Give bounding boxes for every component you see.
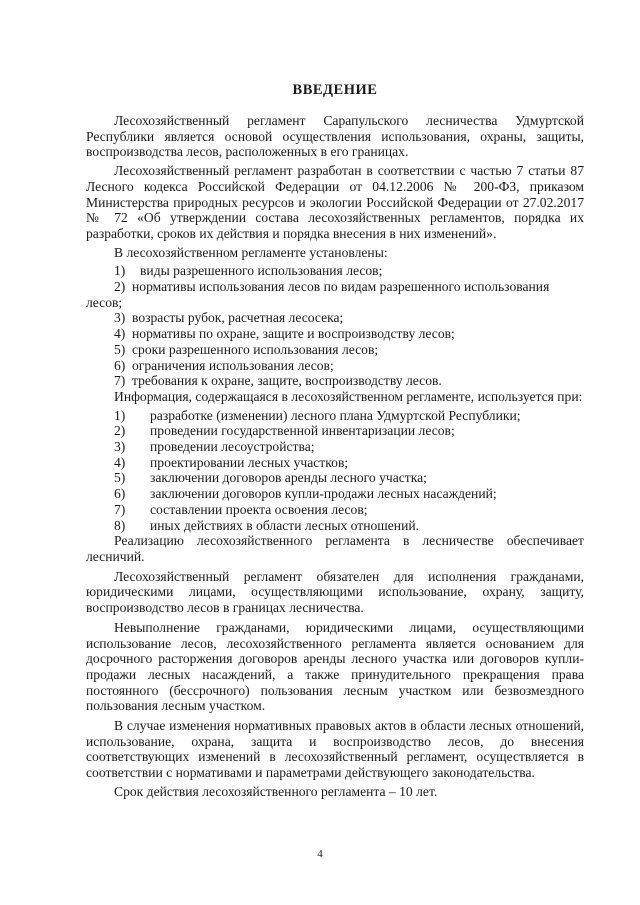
list-item: 7) требования к охране, защите, воспроизводству лесов. xyxy=(114,373,442,389)
paragraph-noncompliance: Невыполнение гражданами, юридическими лицами, осуществляющими использование лесов, лесохозяйственного регламента является основанием для досрочного расторжения договоров аренды лесного участка или договоров купли-продажи лесных насаждений, а также принудительного прекращения права постоянного (бессрочного) пользования лесным участком или безвозмездного пользования лесным участком. xyxy=(86,619,584,714)
list-item-continuation: лесов; xyxy=(86,294,123,310)
list-item: 2) нормативы использования лесов по видам разрешенного использования xyxy=(114,279,550,295)
list-item: 7) составлении проекта освоения лесов; xyxy=(114,501,368,517)
page-number: 4 xyxy=(317,848,323,860)
list-item: 6) ограничения использования лесов; xyxy=(114,357,334,373)
list-item: 3) проведении лесоустройства; xyxy=(114,439,315,455)
list-item: 5) сроки разрешенного использования лесов; xyxy=(114,341,379,357)
list-established xyxy=(86,263,584,389)
paragraph-intro: Лесохозяйственный регламент Сарапульского лесничества Удмуртской Республики является основой осуществления использования, охраны, защиты, воспроизводства лесов, расположенных в его границах. xyxy=(86,113,584,160)
paragraph-obligation: Лесохозяйственный регламент обязателен для исполнения гражданами, юридическими лицами, осуществляющими использование, охрану, защиту, воспроизводство лесов в границах лесничества. xyxy=(86,568,584,616)
paragraph-implementation: Реализацию лесохозяйственного регламента в лесничестве обеспечивает лесничий. xyxy=(86,533,584,564)
paragraph-legislation-change: В случае изменения нормативных правовых актов в области лесных отношений, использование, охрана, защита и воспроизводство лесов, до внесения соответствующих изменений в лесохозяйственный регламент, осуществляется в соответствии с нормативами и параметрами действующего законодательства. xyxy=(86,718,584,781)
list-item: 6) заключении договоров купли-продажи лесных насаждений; xyxy=(114,486,497,502)
list-item: 8) иных действиях в области лесных отношений. xyxy=(114,517,420,533)
paragraph-validity-period: Срок действия лесохозяйственного регламента – 10 лет. xyxy=(114,783,438,799)
list-item: 4) проектировании лесных участков; xyxy=(114,454,349,470)
list-item: 5) заключении договоров аренды лесного участка; xyxy=(114,470,427,486)
list-item: 3) возрасты рубок, расчетная лесосека; xyxy=(114,310,344,326)
paragraph-established-lead: В лесохозяйственном регламенте установлены: xyxy=(114,244,388,260)
list-item: 2) проведении государственной инвентаризации лесов; xyxy=(114,423,455,439)
list-item: 1) разработке (изменении) лесного плана Удмуртской Республики; xyxy=(114,407,521,423)
list-item: 1) виды разрешенного использования лесов; xyxy=(114,263,383,279)
paragraph-usage-lead: Информация, содержащаяся в лесохозяйственном регламенте, используется при: xyxy=(114,388,583,404)
page-title: ВВЕДЕНИЕ xyxy=(292,82,378,98)
list-usage xyxy=(86,408,584,534)
list-item: 4) нормативы по охране, защите и воспроизводству лесов; xyxy=(114,326,455,342)
paragraph-legal-basis: Лесохозяйственный регламент разработан в соответствии с частью 7 статьи 87 Лесного кодекса Российской Федерации от 04.12.2006 № 200-ФЗ, приказом Министерства природных ресурсов и экологии Российской Федерации от 27.02.2017 № 72 «Об утверждении состава лесохозяйственных регламентов, порядка их разработки, сроков их действия и порядка внесения в них изменений». xyxy=(86,163,584,241)
